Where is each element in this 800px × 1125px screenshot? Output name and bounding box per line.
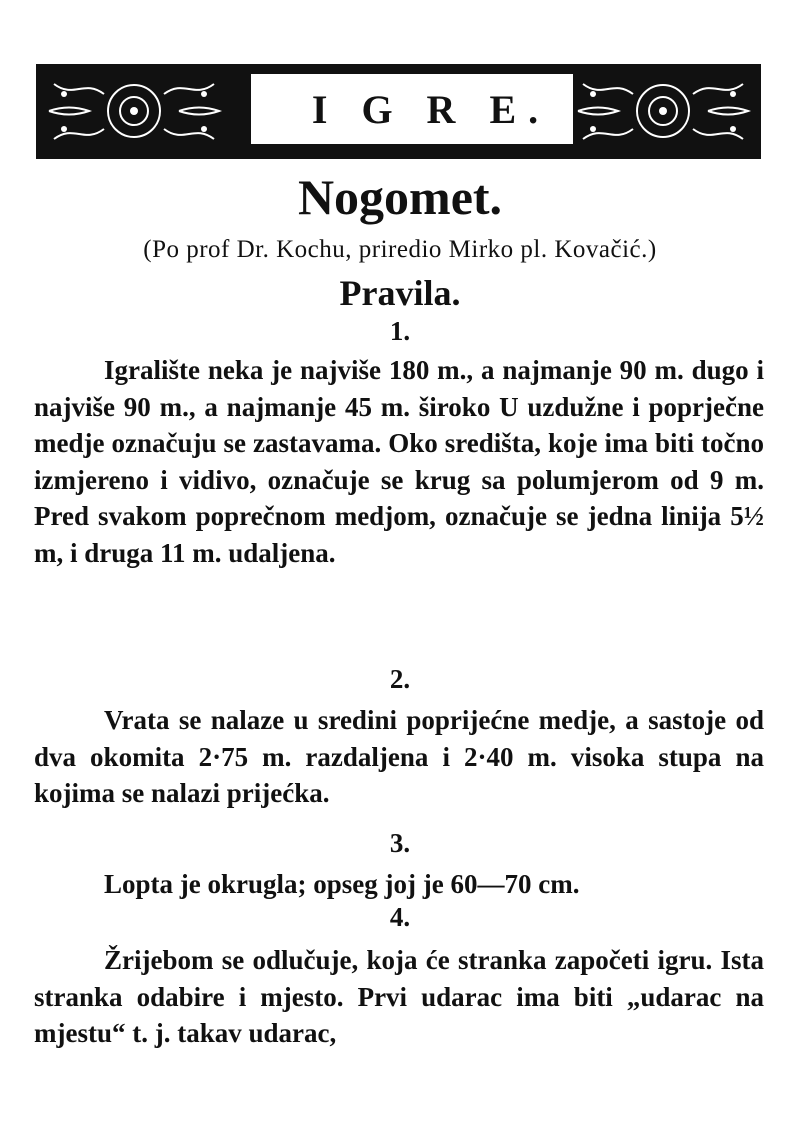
rule-number: 3. bbox=[389, 828, 411, 858]
ornament-left-icon bbox=[44, 74, 224, 149]
section-title: Pravila. bbox=[339, 273, 461, 313]
rule-text: Vrata se nalaze u sredini poprijećne medje, a sastoje od dva okomita 2·75 m. razdaljena i 2·40 m. visoka stupa na kojima se nalazi prijećka. bbox=[34, 705, 764, 808]
article-title: Nogomet. bbox=[297, 169, 503, 225]
banner-title: I G R E. bbox=[311, 86, 551, 132]
rule-number: 4. bbox=[389, 902, 411, 932]
article-byline: (Po prof Dr. Kochu, priredio Mirko pl. Kovačić.) bbox=[143, 236, 657, 263]
rule-number: 2. bbox=[389, 664, 411, 694]
ornament-right-icon bbox=[573, 74, 753, 149]
banner-title-box bbox=[251, 74, 611, 144]
rule-text: Žrijebom se odlučuje, koja će stranka započeti igru. Ista stranka odabire i mjesto. Prvi udarac ima biti „udarac na mjestu“ t. j. takav udarac, bbox=[34, 945, 764, 1048]
rule-text: Igralište neka je najviše 180 m., a najmanje 90 m. dugo i najviše 90 m., a najmanje 45 m. široko U uzdužne i poprječne medje označuju se zastavama. Oko središta, koje ima biti točno izmjereno i vidivo, označuje se krug sa polumjerom od 9 m. Pred svakom poprečnom medjom, označuje se jedna linija 5½ m, i druga 11 m. udaljena. bbox=[34, 355, 764, 568]
rule-text: Lopta je okrugla; opseg joj je 60—70 cm. bbox=[104, 869, 580, 899]
rule-number: 1. bbox=[389, 316, 411, 346]
header-banner bbox=[36, 64, 761, 159]
